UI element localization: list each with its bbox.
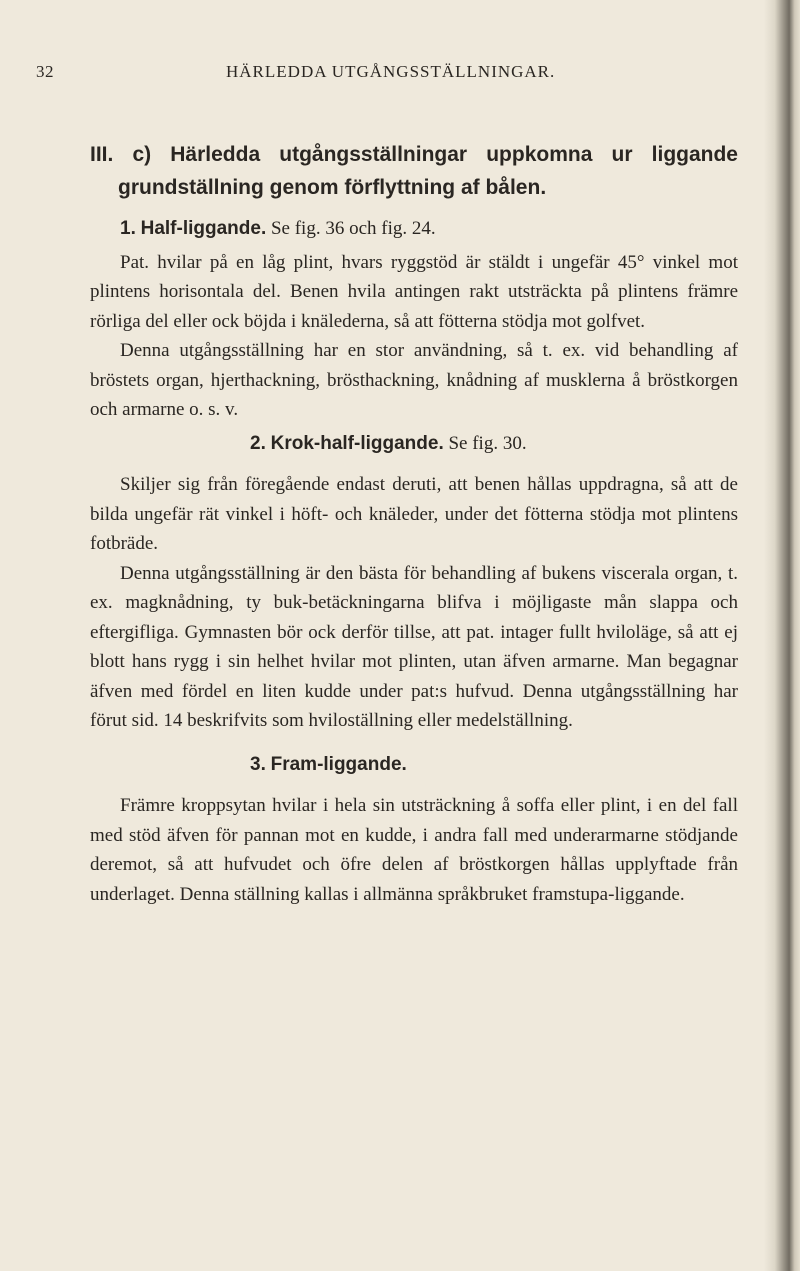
subsection-heading-1 (90, 214, 738, 244)
subsection-number: 3. (250, 753, 266, 775)
subsection-number: 2. (250, 432, 266, 454)
page-number: 32 (36, 62, 54, 81)
page-edge-shadow (764, 0, 800, 1271)
subsection-title: Half-liggande. (140, 218, 267, 239)
paragraph: Pat. hvilar på en låg plint, hvars ryggstöd är stäldt i ungefär 45° vinkel mot plintens horisontala del. Benen hvila antingen rakt utsträckta på plintens främre rörliga del eller ock böjda i knälederna, så att fötterna stödja mot golfvet. (90, 251, 738, 332)
subsection-title: Krok-half-liggande. (270, 432, 444, 454)
running-title: HÄRLEDDA UTGÅNGSSTÄLLNINGAR. (226, 62, 556, 81)
paragraph: Denna utgångsställning har en stor användning, så t. ex. vid behandling af bröstets organ, hjerthackning, brösthackning, knådning af musklerna å bröstkorgen och armarne o. s. v. (90, 340, 738, 420)
section-heading: III. c) Härledda utgångsställningar uppkomna ur liggande grundställning genom förflyttning af bålen. (90, 143, 738, 199)
figure-reference: Se fig. 30. (448, 432, 527, 454)
page-body (90, 138, 738, 909)
paragraph: Främre kroppsytan hvilar i hela sin utsträckning å soffa eller plint, i en del fall med stöd äfven för pannan mot en kudde, i andra fall med underarmarne stödjande deremot, så att hufvudet och öfre delen af bröstkorgen hållas upplyftade från underlaget. Denna ställning kallas i allmänna språkbruket framstupa-liggande. (90, 795, 738, 905)
subsection-number: 1. (120, 218, 136, 239)
subsection-heading-2 (90, 429, 738, 459)
figure-reference: Se fig. 36 och fig. 24. (270, 218, 436, 239)
subsection-title: Fram-liggande. (270, 753, 407, 775)
paragraph: Denna utgångsställning är den bästa för behandling af bukens viscerala organ, t. ex. magknådning, ty buk-betäckningarna blifva i möjligaste mån slappa och eftergifliga. Gymnasten bör ock derför tillse, att pat. intager fullt hviloläge, så att ej blott hans rygg i sin helhet hvilar mot plinten, utan äfven armarne. Man begagnar äfven med fördel en liten kudde under pat:s hufvud. Denna utgångsställning har förut sid. 14 beskrifvits som hviloställning eller medelställning. (90, 562, 738, 731)
subsection-heading-3 (90, 750, 738, 780)
paragraph: Skiljer sig från föregående endast deruti, att benen hållas uppdragna, så att de bilda ungefär rät vinkel i höft- och knäleder, under det fötterna stödja mot plintens fotbräde. (90, 474, 738, 554)
